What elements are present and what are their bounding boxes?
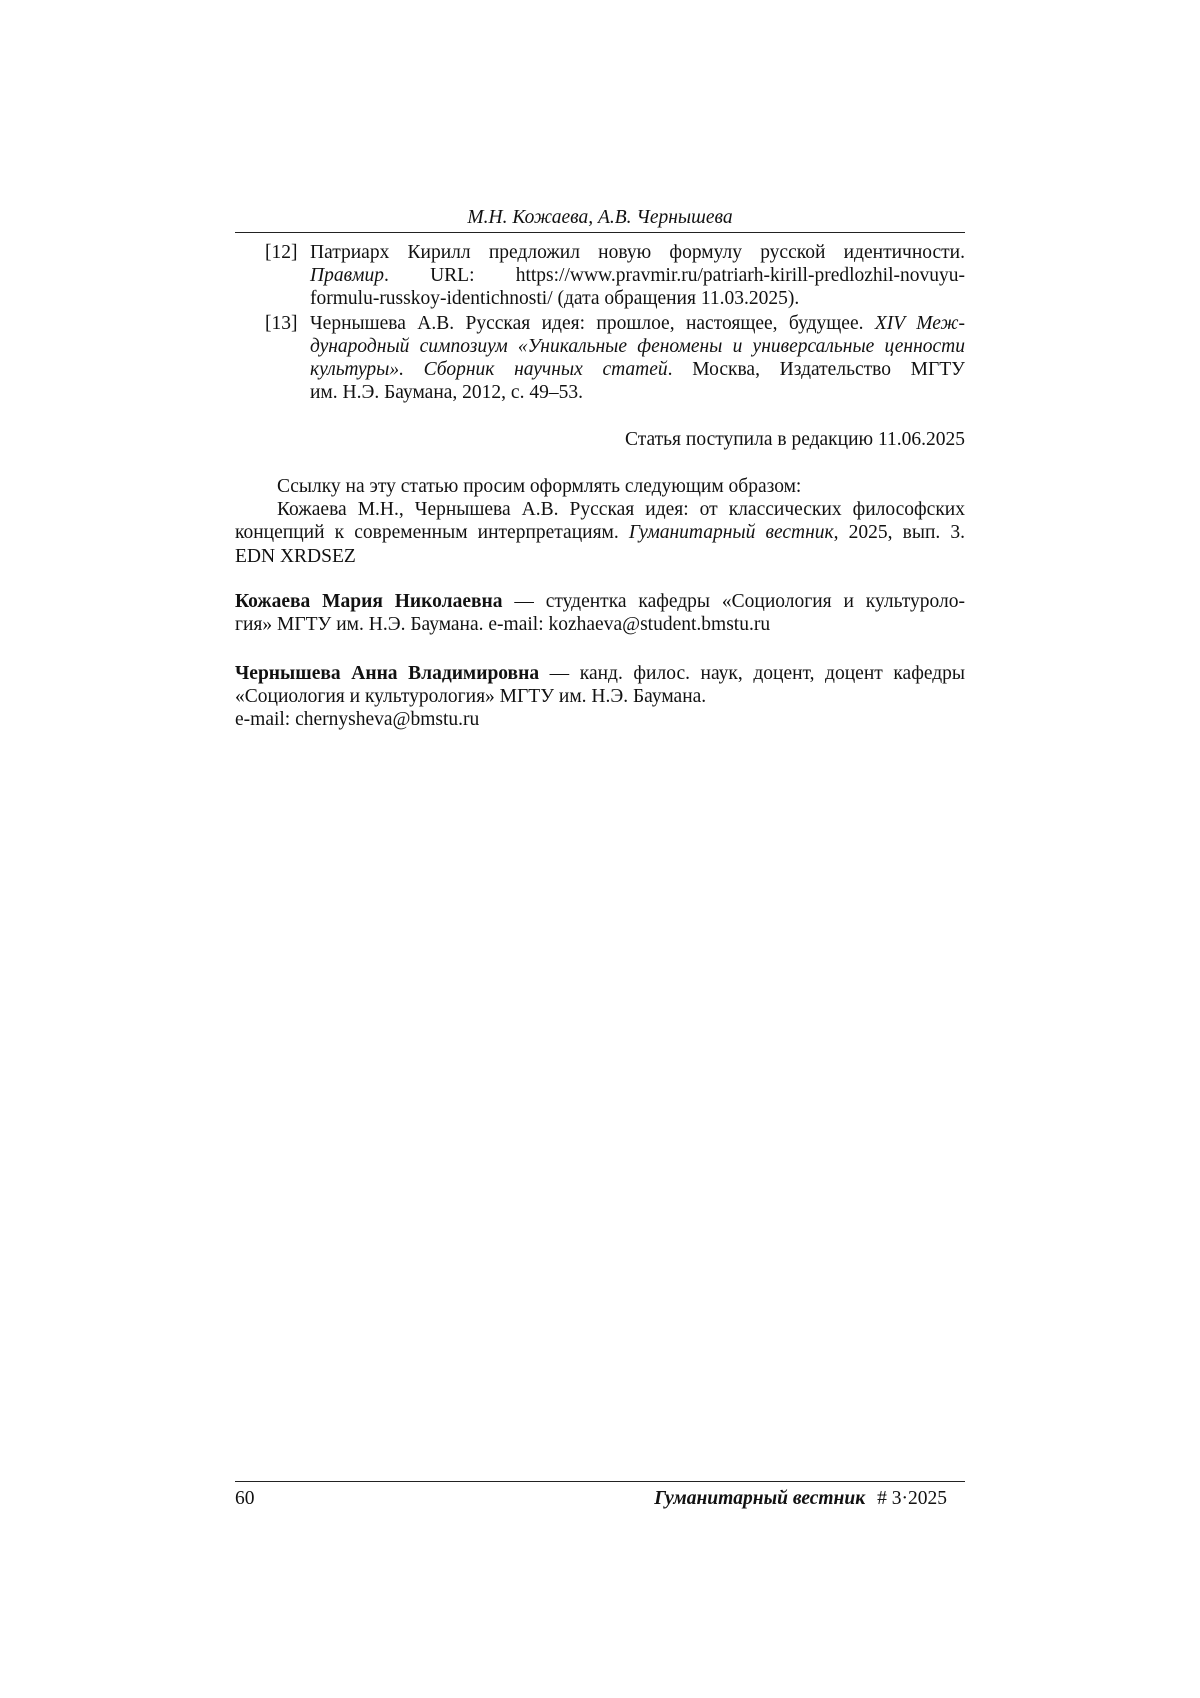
reference-url: . URL: https://www.pravmir.ru/patriarh-kirill-predlozhil-novuyu- [384,265,965,287]
reference-publisher: . Москва, Издательство МГТУ [667,359,965,381]
reference-collection-title-cont: дународный симпозиум «Уникальные феномены и универсальные ценности [310,335,965,357]
reference-collection-title: XIV Меж- [874,312,965,334]
header-rule [235,232,965,233]
author-description-cont: «Социология и культурология» МГТУ им. Н.Э. Баумана. [235,686,707,708]
citation-edn: EDN XRDSEZ [235,545,356,567]
reference-item-13 [235,312,965,405]
page-number: 60 [235,1488,255,1509]
citation-text: Кожаева М.Н., Чернышева А.В. Русская идея: от классических философских [277,499,965,521]
references-list [235,241,965,405]
reference-author-title: Чернышева А.В. Русская идея: прошлое, настоящее, будущее. [310,312,875,334]
received-date: Статья поступила в редакцию 11.06.2025 [624,429,965,450]
footer-rule [235,1481,965,1482]
reference-item-12 [235,241,965,311]
citation-journal: Гуманитарный вестник [628,522,834,544]
reference-text: Патриарх Кирилл предложил новую формулу русской идентичности. [310,242,965,263]
author-description: — студентка кафедры «Социология и культуроло- [502,591,965,612]
reference-url-cont: formulu-russkoy-identichnosti/ (дата обращения 11.03.2025). [310,288,800,310]
author-name: Кожаева Мария Николаевна [235,591,503,612]
reference-publisher-cont: им. Н.Э. Баумана, 2012, с. 49–53. [310,382,583,404]
journal-title: Гуманитарный вестник [654,1488,866,1509]
author-description-cont: гия» МГТУ им. Н.Э. Баумана. e-mail: kozhaeva@student.bmstu.ru [235,614,771,636]
author-info-1 [235,590,965,636]
citation-intro: Ссылку на эту статью просим оформлять следующим образом: [277,476,802,497]
page-footer [235,1487,965,1515]
author-name: Чернышева Анна Владимировна [235,663,540,684]
reference-source-title: Правмир [310,265,384,287]
issue-number: # 3·2025 [877,1488,947,1509]
citation-text-cont: концепций к современным интерпретациям. [235,522,629,544]
reference-collection-title-end: культуры». Сборник научных статей [310,359,668,381]
reference-number: [12] [265,242,298,263]
author-description: — канд. филос. наук, доцент, доцент кафедры [539,663,965,684]
citation-block [235,475,965,568]
reference-number: [13] [265,312,298,334]
running-head: М.Н. Кожаева, А.В. Чернышева [467,207,733,228]
author-info-2 [235,662,965,732]
author-email: e-mail: chernysheva@bmstu.ru [235,709,480,731]
citation-issue: , 2025, вып. 3. [833,522,966,544]
